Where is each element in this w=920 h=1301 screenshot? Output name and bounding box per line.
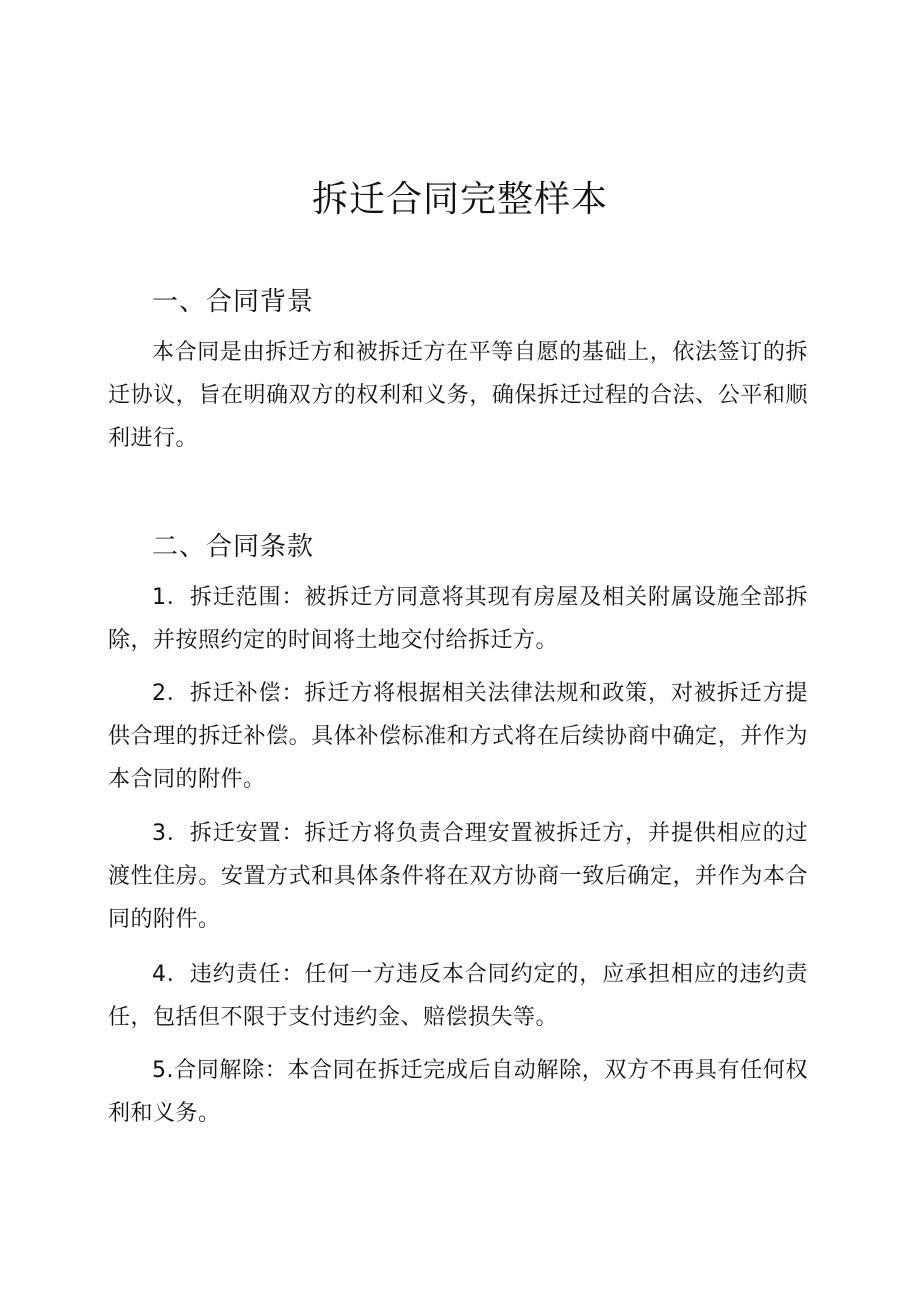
section-heading-background: 一、合同背景 xyxy=(152,287,315,317)
document-title: 拆迁合同完整样本 xyxy=(311,179,608,220)
clause-number: 1． xyxy=(152,585,190,610)
clause-item xyxy=(108,1049,808,1135)
clause-number: 3． xyxy=(152,821,190,846)
clause-number: 4． xyxy=(152,962,190,987)
clause-item xyxy=(108,672,808,801)
clause-number: 5. xyxy=(152,1058,174,1083)
clause-item xyxy=(108,812,808,941)
section-heading-clauses: 二、合同条款 xyxy=(152,532,315,562)
clause-item xyxy=(108,953,808,1039)
clause-number: 2． xyxy=(152,681,190,706)
clause-text: 违约责任：任何一方违反本合同约定的，应承担相应的违约责任，包括但不限于支付违约金、赔偿损失等。 xyxy=(108,962,808,1030)
background-paragraph: 本合同是由拆迁方和被拆迁方在平等自愿的基础上，依法签订的拆迁协议，旨在明确双方的权利和义务，确保拆迁过程的合法、公平和顺利进行。 xyxy=(108,340,808,451)
clause-item xyxy=(108,576,808,662)
clause-text: 拆迁范围：被拆迁方同意将其现有房屋及相关附属设施全部拆除，并按照约定的时间将土地交付给拆迁方。 xyxy=(108,585,808,653)
clause-text: 拆迁补偿：拆迁方将根据相关法律法规和政策，对被拆迁方提供合理的拆迁补偿。具体补偿标准和方式将在后续协商中确定，并作为本合同的附件。 xyxy=(108,681,808,792)
clause-text: 拆迁安置：拆迁方将负责合理安置被拆迁方，并提供相应的过渡性住房。安置方式和具体条件将在双方协商一致后确定，并作为本合同的附件。 xyxy=(108,821,808,932)
clause-text: 合同解除：本合同在拆迁完成后自动解除，双方不再具有任何权利和义务。 xyxy=(108,1058,808,1126)
